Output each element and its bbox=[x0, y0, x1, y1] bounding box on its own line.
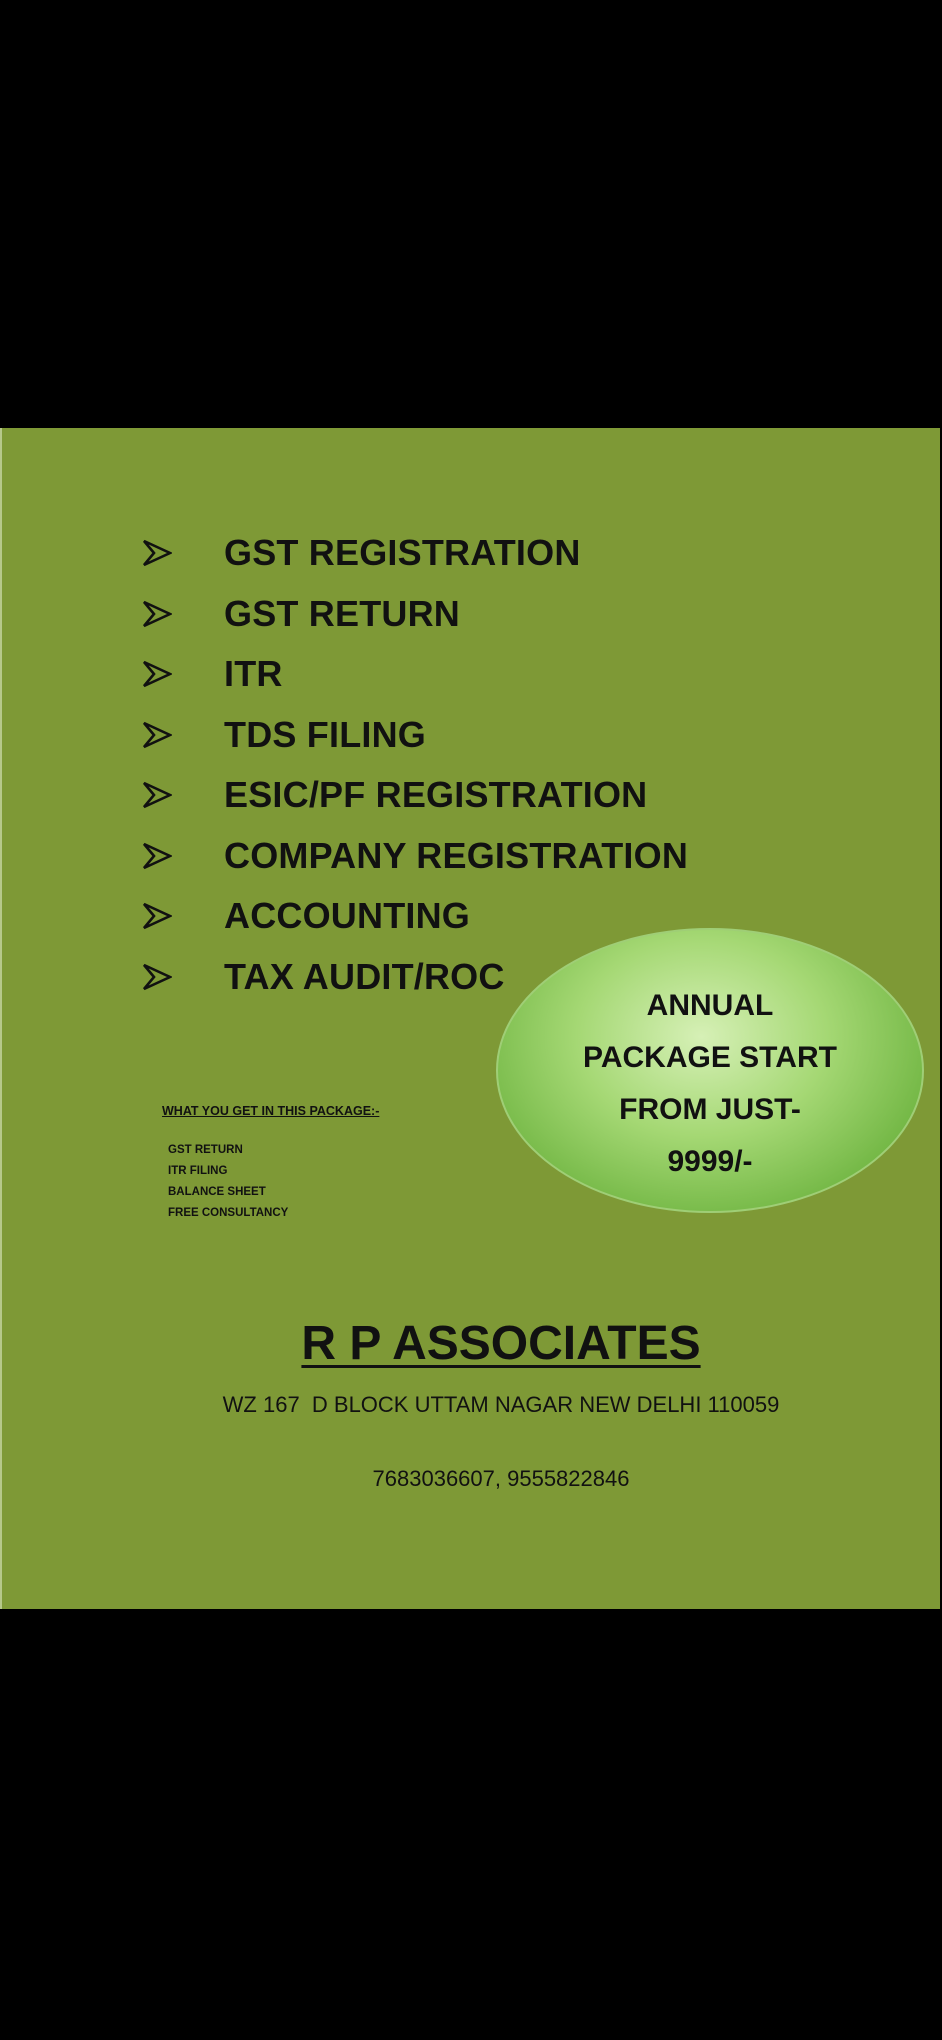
company-phone: 7683036607, 9555822846 bbox=[372, 1466, 630, 1491]
service-label: TDS FILING bbox=[224, 713, 426, 755]
service-item-gst-return bbox=[142, 584, 688, 645]
service-label: COMPANY REGISTRATION bbox=[224, 834, 689, 876]
package-item: FREE CONSULTANCY bbox=[168, 1207, 289, 1219]
arrowhead-bullet-icon bbox=[142, 901, 172, 931]
package-item: ITR FILING bbox=[168, 1165, 228, 1177]
service-label: ESIC/PF REGISTRATION bbox=[224, 774, 648, 816]
offer-line: PACKAGE START bbox=[583, 1041, 837, 1074]
arrowhead-bullet-icon bbox=[142, 780, 172, 810]
service-label: ITR bbox=[224, 653, 283, 695]
package-item: BALANCE SHEET bbox=[168, 1186, 266, 1198]
service-item-itr bbox=[142, 644, 688, 705]
offer-text bbox=[498, 980, 922, 1188]
service-label: TAX AUDIT/ROC bbox=[224, 955, 505, 997]
offer-price: 9999/- bbox=[667, 1145, 753, 1178]
company-name: R P ASSOCIATES bbox=[301, 1317, 701, 1370]
package-item: GST RETURN bbox=[168, 1144, 243, 1156]
services-list bbox=[142, 523, 688, 1007]
offer-line: ANNUAL bbox=[646, 989, 774, 1022]
arrowhead-bullet-icon bbox=[142, 599, 172, 629]
package-items-list bbox=[162, 1140, 379, 1224]
service-label: ACCOUNTING bbox=[224, 895, 470, 937]
flyer-poster bbox=[0, 428, 940, 1609]
offer-oval bbox=[496, 928, 924, 1213]
service-item-gst-registration bbox=[142, 523, 688, 584]
service-item-accounting bbox=[142, 886, 688, 947]
package-heading: WHAT YOU GET IN THIS PACKAGE:- bbox=[162, 1104, 380, 1118]
arrowhead-bullet-icon bbox=[142, 659, 172, 689]
offer-line: FROM JUST- bbox=[619, 1093, 801, 1126]
arrowhead-bullet-icon bbox=[142, 841, 172, 871]
service-label: GST REGISTRATION bbox=[224, 532, 581, 574]
package-details bbox=[162, 1104, 379, 1224]
service-item-tds-filing bbox=[142, 705, 688, 766]
arrowhead-bullet-icon bbox=[142, 720, 172, 750]
service-item-esic-pf-registration bbox=[142, 765, 688, 826]
service-item-company-registration bbox=[142, 826, 688, 887]
company-address: WZ 167 D BLOCK UTTAM NAGAR NEW DELHI 110059 bbox=[222, 1392, 780, 1417]
arrowhead-bullet-icon bbox=[142, 962, 172, 992]
service-label: GST RETURN bbox=[224, 592, 460, 634]
arrowhead-bullet-icon bbox=[142, 538, 172, 568]
